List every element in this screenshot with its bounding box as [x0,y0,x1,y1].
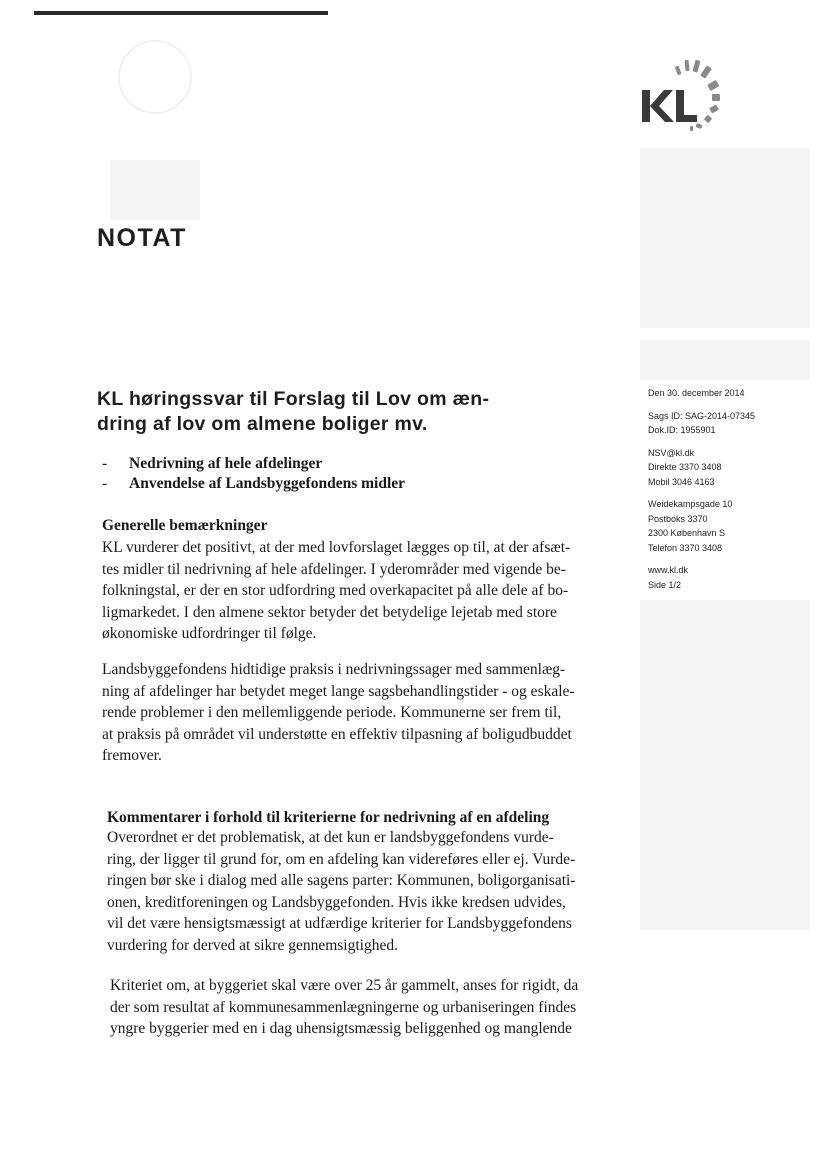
text-line: rende problemer i den mellemliggende periode. Kommunerne ser frem til, [102,704,562,722]
topic-list [102,455,405,495]
text-line: Overordnet er det problematisk, at det kun er landsbyggefondens vurde- [107,829,554,846]
kl-logo [636,54,736,140]
paragraph [107,827,575,957]
list-item: - Nedrivning af hele afdelinger [102,455,323,472]
street-address: Weidekampsgade 10 [648,499,733,509]
logo-dot [704,115,712,123]
text-line: folkningstal, er der en stor udfordring med overkapacitet på alle dele af bo- [102,582,569,600]
text-line: at praksis på området vil understøtte en effektiv tilpasning af boligudbuddet [102,725,572,743]
meta-sidebar [648,388,798,594]
date: Den 30. december 2014 [648,388,745,398]
ghost-block [110,160,200,220]
text-line: vurdering for derved at sikre gennemsigtighed. [107,936,398,954]
ghost-block [640,340,810,380]
city: 2300 København S [648,528,726,538]
title-line: dring af lov om almene boliger mv. [97,413,428,435]
text-line: vil det være hensigtsmæssigt at udfærdige kriterier for Landsbyggefondens [107,915,572,933]
logo-dot [712,94,720,101]
phone: Telefon 3370 3408 [648,542,723,553]
logo-dot [700,65,712,78]
text-line: økonomiske udfordringer til følge. [102,625,317,643]
text-line: ringen bør ske i dialog med alle sagens parter: Kommunen, boligorganisati- [107,872,576,890]
text-line: yngre byggerier med en i dag uhensigtsmæssig beliggenhed og manglende [110,1020,572,1038]
website-link[interactable]: www.kl.dk [648,565,689,575]
document-title [97,387,567,437]
title-line: KL høringssvar til Forslag til Lov om æn- [97,388,490,410]
text-line: onen, kreditforeningen og Landsbyggefonden. Hvis ikke kredsen udvides, [107,893,566,911]
text-line: der som resultat af kommunesammenlægningerne og urbaniseringen findes [110,998,577,1016]
direct-phone: Direkte 3370 3408 [648,462,722,472]
email-link[interactable]: NSV@kl.dk [648,447,695,458]
logo-k-stem [642,90,650,122]
paragraph [102,659,575,767]
text-line: ning af afdelinger har betydet meget lange sagsbehandlingstider - og eskale- [102,682,575,700]
logo-dot [707,80,719,91]
text-line: fremover. [102,747,162,765]
logo-dot [690,126,693,131]
section-heading: Kommentarer i forhold til kriterierne for nedrivning af en afdeling [107,809,550,826]
logo-dot [675,66,682,76]
paragraph [110,975,578,1040]
document-type-heading: NOTAT [97,224,187,252]
list-item-text: Nedrivning af hele afdelinger [129,455,323,472]
mobile-phone: Mobil 3046 4163 [648,476,715,487]
ghost-block [640,600,810,930]
case-id: Sags ID: SAG-2014-07345 [648,410,756,421]
logo-k-arm [650,90,674,122]
text-line: tes midler til nedrivning af hele afdelinger. I yderområder med vigende be- [102,560,566,578]
page-number: Side 1/2 [648,579,682,590]
logo-dot [685,60,690,71]
document-id: Dok.ID: 1955901 [648,425,716,435]
logo-dot [709,104,719,113]
paragraph [102,537,570,645]
ghost-block [640,148,810,328]
logo-l-foot [676,115,697,122]
section-heading: Generelle bemærkninger [102,517,268,534]
text-line: ring, der ligger til grund for, om en afdeling kan videreføres eller ej. Vurde- [107,850,576,868]
text-line: KL vurderer det positivt, at der med lovforslaget lægges op til, at der afsæt- [102,539,571,556]
text-line: Kriteriet om, at byggeriet skal være over 25 år gammelt, anses for rigidt, da [110,977,579,994]
top-rule [34,11,328,15]
ghost-seal [118,40,192,114]
text-line: Landsbyggefondens hidtidige praksis i nedrivningssager med sammenlæg- [102,661,566,678]
logo-dot [693,60,701,73]
po-box: Postboks 3370 [648,513,708,524]
logo-dot [695,123,702,129]
list-item: - Anvendelse af Landsbyggefondens midler [102,475,406,492]
text-line: ligmarkedet. I den almene sektor betyder det betydelige lejetab med store [102,603,557,621]
list-item-text: Anvendelse af Landsbyggefondens midler [129,475,406,492]
